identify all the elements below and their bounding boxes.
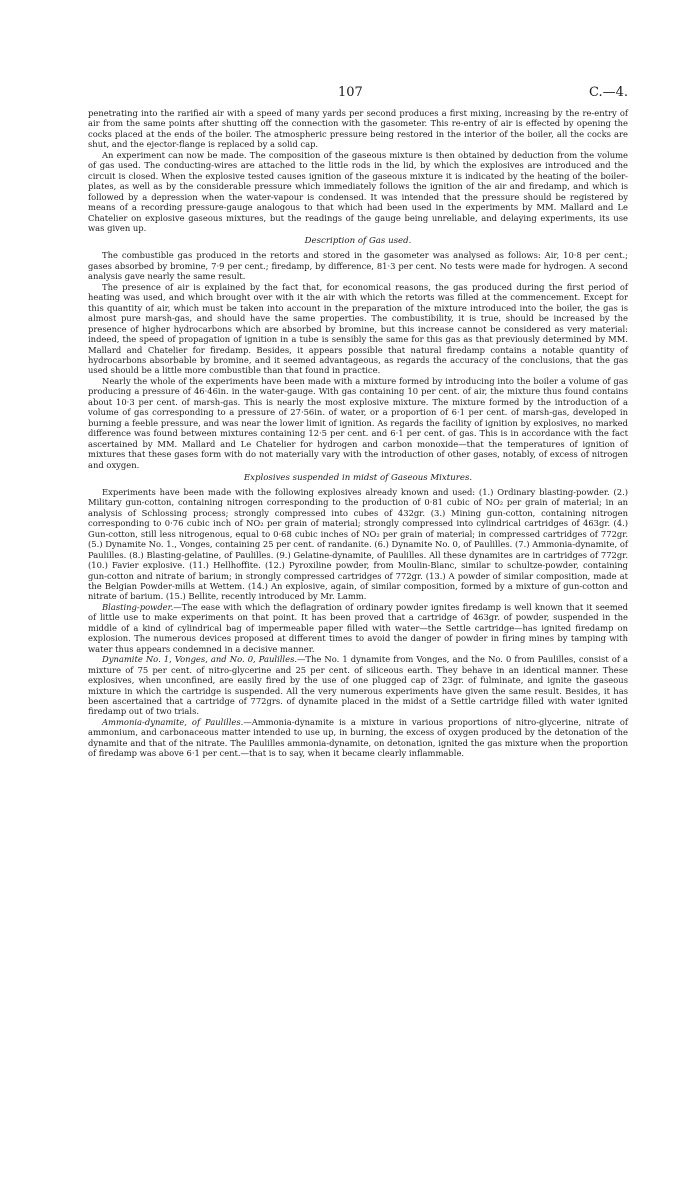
- paragraph: Dynamite No. 1, Vonges, and No. 0, Paulilles.—The No. 1 dynamite from Vonges, and the No. 0 from Paulilles, consist of a mixture of 75 per cent. of nitro-glycerine and 25 per cent. of siliceous earth. They behave in an identical manner. These explosives, when unconfined, are easily fired by the use of one plugged cap of 23gr. of fulminate, and ignite the gaseous mixture in which the cartridge is suspended. All the very numerous experiments have given the same result. Besides, it has been ascertained that a cartridge of 772grs. of dynamite placed in the midst of a Settle cartridge filled with water ignited firedamp out of two trials.: [88, 654, 628, 717]
- section-heading: Explosives suspended in midst of Gaseous Mixtures.: [243, 472, 473, 483]
- document-page: [88, 85, 628, 759]
- paragraph: Nearly the whole of the experiments have been made with a mixture formed by introducing into the boiler a volume of gas producing a pressure of 46·46in. in the water-gauge. With gas containing 10 per cent. of air, the mixture thus found contains about 10·3 per cent. of marsh-gas. This is nearly the most explosive mixture. The mixture formed by the introduction of a volume of gas corresponding to a pressure of 27·56in. of water, or a proportion of 6·1 per cent. of marsh-gas, developed in burning a feeble pressure, and was near the lower limit of ignition. As regards the facility of ignition by explosives, no marked difference was found between mixtures containing 12·5 per cent. and 6·1 per cent. of gas. This is in accordance with the fact ascertained by MM. Mallard and Le Chatelier for hydrogen and carbon monoxide—that the temperatures of ignition of mixtures that these gases form with do not materially vary with the introduction of other gases, notably, of excess of nitrogen and oxygen.: [88, 375, 628, 470]
- paragraph-lead: Blasting-powder.: [102, 601, 174, 612]
- paragraph: The combustible gas produced in the retorts and stored in the gasometer was analysed as follows: Air, 10·8 per cent.; gases absorbed by bromine, 7·9 per cent.; firedamp, by difference, 81·3 per cent. No tests were made for hydrogen. A second analysis gave nearly the same result.: [88, 250, 628, 282]
- paragraph: The presence of air is explained by the fact that, for economical reasons, the gas produced during the first period of heating was used, and which brought over with it the air with which the retorts was filled at the commencement. Except for this quantity of air, which must be taken into account in the preparation of the mixture introduced into the boiler, the gas is almost pure marsh-gas, and should have the same properties. The combustibility, it is true, should be increased by the presence of higher hydrocarbons which are absorbed by bromine, but this increase cannot be considered as very material: indeed, the speed of propagation of ignition in a tube is sensibly the same for this gas as that previously determined by MM. Mallard and Chatelier for firedamp. Besides, it appears possible that natural firedamp contains a notable quantity of hydrocarbons absorbable by bromine, and it seemed advantageous, as regards the accuracy of the conclusions, that the gas used should be a little more combustible than that found in practice.: [88, 281, 628, 376]
- document-code: C.—4.: [588, 85, 628, 100]
- paragraph-lead: Ammonia-dynamite, of Paulilles.: [102, 716, 244, 727]
- paragraph-lead: Dynamite No. 1, Vonges, and No. 0, Paulilles.: [102, 654, 298, 665]
- paragraph: Ammonia-dynamite, of Paulilles.—Ammonia-dynamite is a mixture in various proportions of nitro-glycerine, nitrate of ammonium, and carbonaceous matter intended to use up, in burning, the excess of oxygen produced by the detonation of the dynamite and that of the nitrate. The Paulilles ammonia-dynamite, on detonation, ignited the gas mixture when the proportion of firedamp was above 6·1 per cent.—that is to say, when it became clearly inflammable.: [88, 716, 628, 759]
- paragraph: An experiment can now be made. The composition of the gaseous mixture is then obtained by deduction from the volume of gas used. The conducting-wires are attached to the little rods in the lid, by which the explosives are introduced and the circuit is closed. When the explosive tested causes ignition of the gaseous mixture it is indicated by the heating of the boiler-plates, as well as by the considerable pressure which immediately follows the ignition of the air and firedamp, and which is followed by a depression when the water-vapour is condensed. It was intended that the pressure should be registered by means of a recording pressure-gauge analogous to that which had been used in the experiments by MM. Mallard and Le Chatelier on explosive gaseous mixtures, but the readings of the gauge being unreliable, and delaying experiments, its use was given up.: [88, 149, 628, 233]
- page-number: 107: [338, 85, 363, 100]
- paragraph: Experiments have been made with the following explosives already known and used: (1.) Ordinary blasting-powder. (2.) Military gun-cotton, containing nitrogen corresponding to the production of 0·81 cubic of NO₂ per grain of material; in an analysis of Schlossing process; strongly compressed into cubes of 432gr. (3.) Mining gun-cotton, containing nitrogen corresponding to 0·76 cubic inch of NO₂ per grain of material; strongly compressed into cylindrical cartridges of 463gr. (4.) Gun-cotton, still less nitrogenous, equal to 0·68 cubic inches of NO₂ per grain of material; in compressed cartridges of 772gr. (5.) Dynamite No. 1., Vonges, containing 25 per cent. of randanite. (6.) Dynamite No. 0, of Paulilles. (7.) Ammonia-dynamite, of Paulilles. (8.) Blasting-gelatine, of Paulilles. (9.) Gelatine-dynamite, of Paulilles. All these dynamites are in cartridges of 772gr. (10.) Favier explosive. (11.) Hellhoffite. (12.) Pyroxiline powder, from Moulin-Blanc, similar to schultze-powder, containing gun-cotton and nitrate of barium; in strongly compressed cartridges of 772gr. (13.) A powder of similar composition, made at the Belgian Powder-mills at Wettem. (14.) An explosive, again, of similar composition, formed by a mixture of gun-cotton and nitrate of barium. (15.) Bellite, recently introduced by Mr. Lamm.: [88, 486, 628, 602]
- section-heading: Description of Gas used.: [304, 236, 412, 247]
- page-header: [88, 85, 628, 108]
- paragraph: penetrating into the rarified air with a speed of many yards per second produces a first mixing, increasing by the re-entry of air from the same points after shutting off the connection with the gasometer. This re-entry of air is effected by opening the cocks placed at the ends of the boiler. The atmospheric pressure being restored in the interior of the boiler, all the cocks are shut, and the ejector-flange is replaced by a solid cap.: [88, 108, 628, 150]
- paragraph: Blasting-powder.—The ease with which the deflagration of ordinary powder ignites firedamp is well known that it seemed of little use to make experiments on that point. It has been proved that a cartridge of 463gr. of powder, suspended in the middle of a kind of cylindrical bag of impermeable paper filled with water—the Settle cartridge—has ignited firedamp on explosion. The numerous devices proposed at different times to avoid the danger of powder in firing mines by tamping with water thus appears condemned in a decisive manner.: [88, 601, 628, 654]
